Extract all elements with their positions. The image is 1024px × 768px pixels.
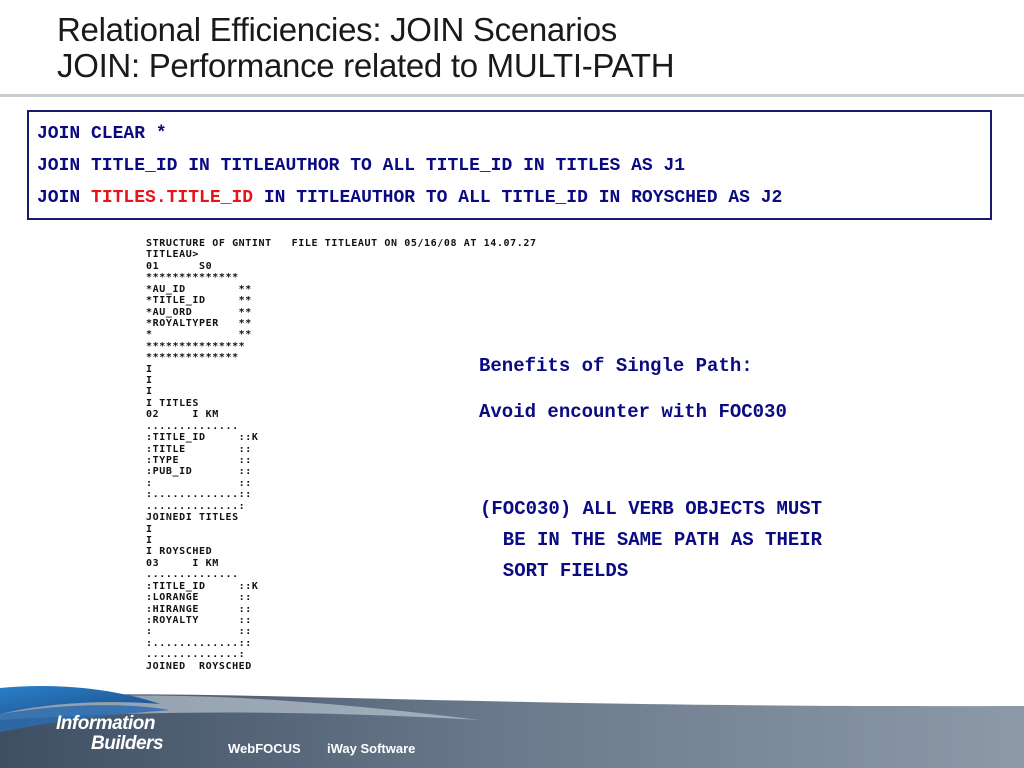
code-line-3 <box>37 182 982 214</box>
structure-line: *AU_ID ** <box>146 283 252 295</box>
structure-line: ..............: <box>146 500 246 512</box>
foc-line-3: SORT FIELDS <box>480 560 629 582</box>
structure-line: 01 S0 <box>146 260 213 272</box>
structure-line: * ** <box>146 329 252 341</box>
code-line-3-prefix: JOIN <box>37 188 92 208</box>
structure-line: : :: <box>146 477 252 489</box>
slide-title <box>57 12 674 84</box>
foc030-message <box>480 494 822 587</box>
structure-line: *TITLE_ID ** <box>146 295 252 307</box>
structure-line: JOINED ROYSCHED <box>146 660 252 672</box>
title-line-1: Relational Efficiencies: JOIN Scenarios <box>57 11 617 48</box>
structure-line: ..............: <box>146 649 246 661</box>
structure-line: :.............:: <box>146 489 252 501</box>
structure-line: I ROYSCHED <box>146 546 213 558</box>
structure-line: I <box>146 523 153 535</box>
structure-line: :TITLE_ID ::K <box>146 580 259 592</box>
structure-line: :ROYALTY :: <box>146 614 252 626</box>
structure-line: *ROYALTYPER ** <box>146 317 252 329</box>
foc-line-1: (FOC030) ALL VERB OBJECTS MUST <box>480 498 823 520</box>
structure-line: .............. <box>146 420 239 432</box>
join-code-box <box>27 110 992 220</box>
structure-line: JOINEDI TITLES <box>146 512 239 524</box>
structure-line: :TITLE_ID ::K <box>146 432 259 444</box>
brand-line-1: Information <box>56 713 155 734</box>
structure-listing <box>146 238 706 672</box>
structure-line: :LORANGE :: <box>146 592 252 604</box>
product-webfocus: WebFOCUS <box>228 741 301 756</box>
structure-line: .............. <box>146 569 239 581</box>
benefits-point: Avoid encounter with FOC030 <box>479 401 787 423</box>
code-line-3-suffix: IN TITLEAUTHOR TO ALL TITLE_ID IN ROYSCHED AS J2 <box>253 188 783 208</box>
structure-line: ************** <box>146 352 239 364</box>
code-line-2: JOIN TITLE_ID IN TITLEAUTHOR TO ALL TITLE_ID IN TITLES AS J1 <box>37 156 686 176</box>
code-line-1: JOIN CLEAR * <box>37 124 167 144</box>
structure-line: TITLEAU> <box>146 249 199 261</box>
structure-line: I <box>146 534 153 546</box>
structure-line: I <box>146 375 153 387</box>
benefits-block <box>479 355 787 447</box>
structure-line: :HIRANGE :: <box>146 603 252 615</box>
structure-line: ************** <box>146 272 239 284</box>
structure-line: I <box>146 386 153 398</box>
structure-line: :PUB_ID :: <box>146 466 252 478</box>
structure-line: : :: <box>146 626 252 638</box>
structure-line: I <box>146 363 153 375</box>
benefits-heading: Benefits of Single Path: <box>479 355 753 377</box>
structure-line: *AU_ORD ** <box>146 306 252 318</box>
brand-line-2: Builders <box>91 733 164 754</box>
foc-line-2: BE IN THE SAME PATH AS THEIR <box>480 529 823 551</box>
title-line-2: JOIN: Performance related to MULTI-PATH <box>57 47 675 84</box>
structure-line: STRUCTURE OF GNTINT FILE TITLEAUT ON 05/16/08 AT 14.07.27 <box>146 238 537 249</box>
product-iway: iWay Software <box>327 741 416 756</box>
structure-line: I TITLES <box>146 397 199 409</box>
structure-line: :.............:: <box>146 637 252 649</box>
title-separator <box>0 94 1024 97</box>
structure-line: *************** <box>146 340 246 352</box>
structure-line: :TITLE :: <box>146 443 252 455</box>
structure-line: 03 I KM <box>146 557 219 569</box>
code-highlight: TITLES.TITLE_ID <box>91 188 254 208</box>
structure-line: 02 I KM <box>146 409 219 421</box>
structure-line: :TYPE :: <box>146 455 252 467</box>
